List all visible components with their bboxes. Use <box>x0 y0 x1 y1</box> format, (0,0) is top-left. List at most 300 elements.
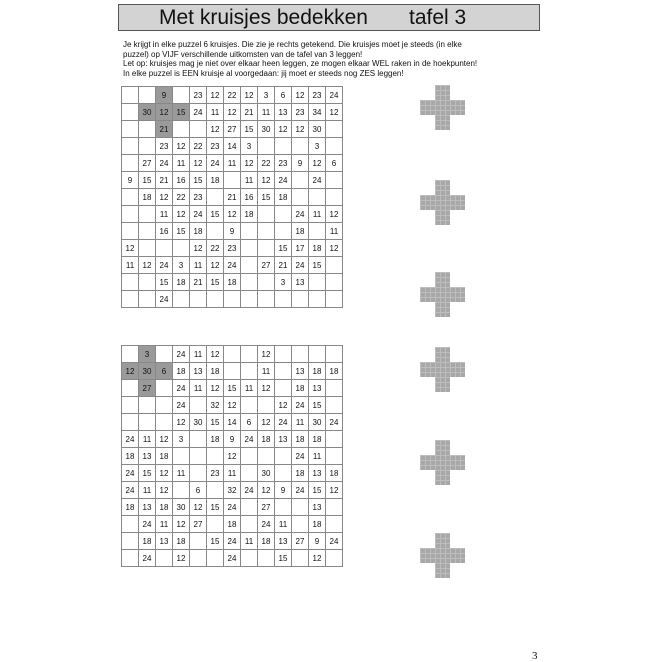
grid-cell[interactable] <box>207 223 224 240</box>
grid-cell[interactable]: 24 <box>241 482 258 499</box>
grid-cell[interactable]: 24 <box>326 533 343 550</box>
grid-cell[interactable]: 27 <box>139 155 156 172</box>
grid-cell[interactable]: 12 <box>326 482 343 499</box>
grid-cell[interactable]: 12 <box>190 240 207 257</box>
grid-cell[interactable]: 23 <box>207 465 224 482</box>
grid-cell[interactable]: 12 <box>292 87 309 104</box>
grid-cell[interactable]: 13 <box>139 499 156 516</box>
grid-cell[interactable]: 12 <box>241 155 258 172</box>
grid-cell[interactable] <box>190 397 207 414</box>
grid-cell[interactable]: 12 <box>190 499 207 516</box>
grid-cell[interactable]: 24 <box>326 87 343 104</box>
grid-cell[interactable]: 18 <box>173 274 190 291</box>
grid-cell[interactable]: 18 <box>326 465 343 482</box>
grid-cell[interactable]: 16 <box>173 172 190 189</box>
grid-cell[interactable]: 15 <box>207 499 224 516</box>
grid-cell[interactable]: 23 <box>275 155 292 172</box>
grid-cell[interactable] <box>309 291 326 308</box>
grid-cell[interactable]: 9 <box>224 431 241 448</box>
grid-cell[interactable]: 21 <box>156 172 173 189</box>
grid-cell[interactable]: 11 <box>190 380 207 397</box>
grid-cell[interactable] <box>326 189 343 206</box>
grid-cell[interactable]: 11 <box>309 448 326 465</box>
grid-cell[interactable]: 12 <box>207 257 224 274</box>
grid-cell[interactable]: 12 <box>156 104 173 121</box>
grid-cell[interactable]: 13 <box>292 274 309 291</box>
grid-cell[interactable]: 12 <box>156 482 173 499</box>
grid-cell[interactable]: 27 <box>190 516 207 533</box>
grid-cell[interactable]: 11 <box>326 223 343 240</box>
grid-cell[interactable]: 18 <box>309 431 326 448</box>
grid-cell[interactable]: 9 <box>292 155 309 172</box>
grid-cell[interactable] <box>207 516 224 533</box>
grid-cell[interactable]: 15 <box>173 223 190 240</box>
grid-cell[interactable]: 23 <box>207 138 224 155</box>
grid-cell[interactable] <box>326 499 343 516</box>
grid-cell[interactable]: 24 <box>224 550 241 567</box>
grid-cell[interactable]: 11 <box>241 380 258 397</box>
grid-cell[interactable]: 11 <box>275 516 292 533</box>
grid-cell[interactable]: 21 <box>190 274 207 291</box>
grid-cell[interactable]: 23 <box>190 189 207 206</box>
grid-cell[interactable]: 13 <box>309 499 326 516</box>
grid-cell[interactable]: 15 <box>139 465 156 482</box>
grid-cell[interactable]: 24 <box>292 257 309 274</box>
grid-cell[interactable]: 12 <box>309 550 326 567</box>
grid-cell[interactable] <box>292 189 309 206</box>
grid-cell[interactable]: 18 <box>241 206 258 223</box>
grid-cell[interactable]: 24 <box>292 448 309 465</box>
grid-cell[interactable] <box>139 414 156 431</box>
grid-cell[interactable]: 15 <box>309 482 326 499</box>
grid-cell[interactable]: 13 <box>139 448 156 465</box>
grid-cell[interactable]: 24 <box>122 431 139 448</box>
grid-cell[interactable] <box>241 257 258 274</box>
grid-cell[interactable]: 11 <box>258 104 275 121</box>
grid-cell[interactable]: 24 <box>275 172 292 189</box>
grid-cell[interactable]: 12 <box>258 380 275 397</box>
grid-cell[interactable]: 22 <box>207 240 224 257</box>
grid-cell[interactable]: 9 <box>122 172 139 189</box>
grid-cell[interactable]: 15 <box>207 274 224 291</box>
grid-cell[interactable]: 6 <box>241 414 258 431</box>
grid-cell[interactable] <box>241 346 258 363</box>
grid-cell[interactable]: 12 <box>258 414 275 431</box>
grid-cell[interactable]: 12 <box>173 138 190 155</box>
grid-cell[interactable]: 11 <box>190 346 207 363</box>
grid-cell[interactable]: 18 <box>122 499 139 516</box>
grid-cell[interactable]: 30 <box>258 121 275 138</box>
grid-cell[interactable]: 24 <box>156 291 173 308</box>
grid-cell[interactable]: 23 <box>224 240 241 257</box>
grid-cell[interactable] <box>275 291 292 308</box>
grid-cell[interactable]: 12 <box>326 206 343 223</box>
grid-cell[interactable]: 34 <box>309 104 326 121</box>
grid-cell[interactable]: 12 <box>190 155 207 172</box>
grid-cell[interactable] <box>122 189 139 206</box>
grid-cell[interactable] <box>122 138 139 155</box>
grid-cell[interactable]: 3 <box>173 431 190 448</box>
grid-cell[interactable] <box>326 550 343 567</box>
grid-cell[interactable]: 3 <box>241 138 258 155</box>
grid-cell[interactable]: 30 <box>139 363 156 380</box>
grid-cell[interactable] <box>241 291 258 308</box>
grid-cell[interactable] <box>156 346 173 363</box>
grid-cell[interactable] <box>122 346 139 363</box>
grid-cell[interactable]: 11 <box>207 104 224 121</box>
grid-cell[interactable]: 21 <box>224 189 241 206</box>
grid-cell[interactable] <box>275 138 292 155</box>
grid-cell[interactable] <box>241 274 258 291</box>
grid-cell[interactable]: 13 <box>275 431 292 448</box>
grid-cell[interactable] <box>258 206 275 223</box>
grid-cell[interactable] <box>224 291 241 308</box>
grid-cell[interactable]: 9 <box>224 223 241 240</box>
grid-cell[interactable]: 15 <box>224 380 241 397</box>
grid-cell[interactable] <box>207 482 224 499</box>
grid-cell[interactable]: 11 <box>173 465 190 482</box>
grid-cell[interactable]: 18 <box>173 363 190 380</box>
grid-cell[interactable]: 12 <box>139 257 156 274</box>
grid-cell[interactable] <box>173 240 190 257</box>
grid-cell[interactable] <box>139 397 156 414</box>
grid-cell[interactable]: 18 <box>292 465 309 482</box>
grid-cell[interactable]: 18 <box>292 380 309 397</box>
grid-cell[interactable] <box>241 499 258 516</box>
grid-cell[interactable]: 23 <box>309 87 326 104</box>
grid-cell[interactable] <box>139 138 156 155</box>
grid-cell[interactable]: 24 <box>207 155 224 172</box>
grid-cell[interactable]: 3 <box>309 138 326 155</box>
grid-cell[interactable] <box>309 223 326 240</box>
grid-cell[interactable]: 15 <box>275 550 292 567</box>
grid-cell[interactable]: 12 <box>275 397 292 414</box>
grid-cell[interactable]: 30 <box>190 414 207 431</box>
grid-cell[interactable]: 12 <box>224 448 241 465</box>
grid-cell[interactable]: 14 <box>224 138 241 155</box>
grid-cell[interactable]: 18 <box>173 533 190 550</box>
grid-cell[interactable]: 12 <box>258 172 275 189</box>
grid-cell[interactable]: 22 <box>258 155 275 172</box>
grid-cell[interactable] <box>224 346 241 363</box>
grid-cell[interactable] <box>241 363 258 380</box>
grid-cell[interactable] <box>207 550 224 567</box>
grid-cell[interactable]: 24 <box>275 414 292 431</box>
grid-cell[interactable] <box>122 223 139 240</box>
grid-cell[interactable]: 24 <box>224 257 241 274</box>
grid-cell[interactable]: 24 <box>309 172 326 189</box>
grid-cell[interactable]: 27 <box>224 121 241 138</box>
grid-cell[interactable]: 15 <box>309 257 326 274</box>
grid-cell[interactable] <box>139 274 156 291</box>
grid-cell[interactable]: 21 <box>241 104 258 121</box>
grid-cell[interactable] <box>156 397 173 414</box>
grid-cell[interactable]: 6 <box>326 155 343 172</box>
grid-cell[interactable] <box>190 291 207 308</box>
grid-cell[interactable]: 15 <box>309 397 326 414</box>
grid-cell[interactable]: 12 <box>309 155 326 172</box>
grid-cell[interactable]: 24 <box>173 397 190 414</box>
grid-cell[interactable] <box>326 291 343 308</box>
grid-cell[interactable]: 12 <box>173 516 190 533</box>
grid-cell[interactable]: 24 <box>122 482 139 499</box>
grid-cell[interactable]: 12 <box>156 465 173 482</box>
grid-cell[interactable] <box>207 189 224 206</box>
grid-cell[interactable] <box>122 516 139 533</box>
grid-cell[interactable] <box>326 397 343 414</box>
grid-cell[interactable] <box>326 448 343 465</box>
grid-cell[interactable]: 24 <box>122 465 139 482</box>
grid-cell[interactable]: 12 <box>224 397 241 414</box>
grid-cell[interactable]: 15 <box>190 172 207 189</box>
grid-cell[interactable] <box>292 499 309 516</box>
grid-cell[interactable]: 12 <box>207 380 224 397</box>
grid-cell[interactable] <box>275 346 292 363</box>
grid-cell[interactable]: 9 <box>309 533 326 550</box>
grid-cell[interactable]: 24 <box>190 206 207 223</box>
grid-cell[interactable]: 12 <box>241 87 258 104</box>
grid-cell[interactable]: 18 <box>309 240 326 257</box>
grid-cell[interactable]: 24 <box>241 431 258 448</box>
grid-cell[interactable] <box>139 87 156 104</box>
grid-cell[interactable]: 24 <box>292 482 309 499</box>
grid-cell[interactable] <box>292 550 309 567</box>
grid-cell[interactable]: 11 <box>156 516 173 533</box>
grid-cell[interactable] <box>326 380 343 397</box>
grid-cell[interactable]: 21 <box>275 257 292 274</box>
grid-cell[interactable] <box>156 240 173 257</box>
grid-cell[interactable]: 12 <box>156 431 173 448</box>
grid-cell[interactable]: 23 <box>190 87 207 104</box>
grid-cell[interactable] <box>258 291 275 308</box>
grid-cell[interactable] <box>122 550 139 567</box>
grid-cell[interactable] <box>190 448 207 465</box>
grid-cell[interactable]: 18 <box>122 448 139 465</box>
grid-cell[interactable]: 12 <box>173 414 190 431</box>
grid-cell[interactable] <box>326 138 343 155</box>
grid-cell[interactable]: 13 <box>275 104 292 121</box>
grid-cell[interactable]: 13 <box>190 363 207 380</box>
grid-cell[interactable]: 24 <box>190 104 207 121</box>
grid-cell[interactable]: 30 <box>309 414 326 431</box>
grid-cell[interactable]: 18 <box>292 431 309 448</box>
grid-cell[interactable]: 11 <box>139 482 156 499</box>
grid-cell[interactable] <box>241 223 258 240</box>
grid-cell[interactable] <box>258 550 275 567</box>
grid-cell[interactable] <box>326 346 343 363</box>
grid-cell[interactable] <box>139 240 156 257</box>
grid-cell[interactable]: 32 <box>207 397 224 414</box>
grid-cell[interactable] <box>275 380 292 397</box>
grid-cell[interactable]: 13 <box>309 465 326 482</box>
grid-cell[interactable]: 15 <box>139 172 156 189</box>
grid-cell[interactable]: 3 <box>275 274 292 291</box>
grid-cell[interactable]: 18 <box>309 363 326 380</box>
grid-cell[interactable] <box>275 206 292 223</box>
grid-cell[interactable] <box>258 274 275 291</box>
grid-cell[interactable]: 12 <box>173 206 190 223</box>
grid-cell[interactable] <box>190 550 207 567</box>
grid-cell[interactable] <box>122 155 139 172</box>
grid-cell[interactable]: 12 <box>224 104 241 121</box>
grid-cell[interactable] <box>326 257 343 274</box>
grid-cell[interactable]: 30 <box>258 465 275 482</box>
grid-cell[interactable] <box>258 138 275 155</box>
grid-cell[interactable]: 18 <box>326 363 343 380</box>
grid-cell[interactable]: 27 <box>139 380 156 397</box>
grid-cell[interactable]: 3 <box>258 87 275 104</box>
grid-cell[interactable] <box>156 550 173 567</box>
grid-cell[interactable]: 12 <box>326 104 343 121</box>
grid-cell[interactable] <box>292 516 309 533</box>
grid-cell[interactable] <box>292 291 309 308</box>
grid-cell[interactable] <box>122 414 139 431</box>
grid-cell[interactable] <box>258 223 275 240</box>
grid-cell[interactable]: 11 <box>241 533 258 550</box>
grid-cell[interactable] <box>241 448 258 465</box>
grid-cell[interactable]: 24 <box>139 550 156 567</box>
grid-cell[interactable]: 9 <box>156 87 173 104</box>
grid-cell[interactable]: 12 <box>122 363 139 380</box>
grid-cell[interactable]: 18 <box>224 274 241 291</box>
grid-cell[interactable] <box>173 448 190 465</box>
grid-cell[interactable] <box>326 121 343 138</box>
grid-cell[interactable]: 18 <box>224 516 241 533</box>
grid-cell[interactable]: 14 <box>224 414 241 431</box>
grid-cell[interactable]: 11 <box>139 431 156 448</box>
grid-cell[interactable]: 24 <box>292 397 309 414</box>
grid-cell[interactable]: 15 <box>207 414 224 431</box>
grid-cell[interactable]: 13 <box>275 533 292 550</box>
grid-cell[interactable]: 21 <box>156 121 173 138</box>
grid-cell[interactable]: 11 <box>122 257 139 274</box>
grid-cell[interactable]: 18 <box>309 516 326 533</box>
grid-cell[interactable] <box>122 533 139 550</box>
grid-cell[interactable] <box>207 448 224 465</box>
grid-cell[interactable]: 12 <box>207 346 224 363</box>
grid-cell[interactable]: 11 <box>258 363 275 380</box>
grid-cell[interactable]: 12 <box>156 189 173 206</box>
grid-cell[interactable]: 22 <box>224 87 241 104</box>
grid-cell[interactable]: 11 <box>309 206 326 223</box>
grid-cell[interactable] <box>156 414 173 431</box>
grid-cell[interactable]: 15 <box>207 533 224 550</box>
grid-cell[interactable] <box>122 274 139 291</box>
grid-cell[interactable]: 22 <box>190 138 207 155</box>
grid-cell[interactable]: 11 <box>292 414 309 431</box>
grid-cell[interactable] <box>122 291 139 308</box>
grid-cell[interactable] <box>275 465 292 482</box>
grid-cell[interactable]: 12 <box>207 121 224 138</box>
grid-cell[interactable]: 24 <box>173 346 190 363</box>
grid-cell[interactable]: 6 <box>156 363 173 380</box>
grid-cell[interactable]: 24 <box>224 533 241 550</box>
grid-cell[interactable] <box>139 223 156 240</box>
grid-cell[interactable] <box>275 499 292 516</box>
grid-cell[interactable]: 11 <box>224 465 241 482</box>
grid-cell[interactable]: 11 <box>224 155 241 172</box>
grid-cell[interactable] <box>139 291 156 308</box>
grid-cell[interactable]: 12 <box>173 550 190 567</box>
grid-cell[interactable]: 18 <box>156 448 173 465</box>
grid-cell[interactable] <box>122 87 139 104</box>
grid-cell[interactable]: 32 <box>224 482 241 499</box>
grid-cell[interactable] <box>139 121 156 138</box>
grid-cell[interactable]: 24 <box>173 380 190 397</box>
grid-cell[interactable] <box>224 172 241 189</box>
grid-cell[interactable] <box>292 172 309 189</box>
grid-cell[interactable]: 12 <box>292 121 309 138</box>
grid-cell[interactable]: 24 <box>156 155 173 172</box>
grid-cell[interactable] <box>122 104 139 121</box>
grid-cell[interactable]: 12 <box>275 121 292 138</box>
grid-cell[interactable]: 27 <box>258 257 275 274</box>
grid-cell[interactable]: 18 <box>190 223 207 240</box>
grid-cell[interactable]: 17 <box>292 240 309 257</box>
grid-cell[interactable] <box>275 223 292 240</box>
grid-cell[interactable] <box>139 206 156 223</box>
grid-cell[interactable]: 27 <box>292 533 309 550</box>
grid-cell[interactable]: 18 <box>139 533 156 550</box>
grid-cell[interactable]: 12 <box>224 206 241 223</box>
grid-cell[interactable]: 13 <box>292 363 309 380</box>
grid-cell[interactable]: 3 <box>173 257 190 274</box>
grid-cell[interactable]: 15 <box>275 240 292 257</box>
grid-cell[interactable]: 18 <box>292 223 309 240</box>
grid-cell[interactable] <box>326 431 343 448</box>
grid-cell[interactable] <box>156 380 173 397</box>
grid-cell[interactable]: 18 <box>258 533 275 550</box>
grid-cell[interactable]: 23 <box>156 138 173 155</box>
grid-cell[interactable]: 30 <box>139 104 156 121</box>
grid-cell[interactable]: 3 <box>139 346 156 363</box>
grid-cell[interactable] <box>241 240 258 257</box>
grid-cell[interactable]: 9 <box>275 482 292 499</box>
grid-cell[interactable]: 11 <box>241 172 258 189</box>
grid-cell[interactable] <box>309 189 326 206</box>
grid-cell[interactable] <box>190 121 207 138</box>
grid-cell[interactable]: 24 <box>292 206 309 223</box>
grid-cell[interactable]: 24 <box>258 516 275 533</box>
grid-cell[interactable] <box>122 397 139 414</box>
grid-cell[interactable]: 24 <box>139 516 156 533</box>
grid-cell[interactable]: 11 <box>173 155 190 172</box>
grid-cell[interactable]: 12 <box>258 346 275 363</box>
grid-cell[interactable]: 15 <box>173 104 190 121</box>
grid-cell[interactable] <box>173 482 190 499</box>
grid-cell[interactable]: 11 <box>190 257 207 274</box>
grid-cell[interactable] <box>326 516 343 533</box>
grid-cell[interactable] <box>309 274 326 291</box>
grid-cell[interactable]: 18 <box>156 499 173 516</box>
grid-cell[interactable] <box>173 87 190 104</box>
grid-cell[interactable]: 16 <box>156 223 173 240</box>
grid-cell[interactable] <box>190 465 207 482</box>
grid-cell[interactable]: 15 <box>241 121 258 138</box>
grid-cell[interactable]: 6 <box>190 482 207 499</box>
grid-cell[interactable]: 27 <box>258 499 275 516</box>
grid-cell[interactable] <box>258 448 275 465</box>
grid-cell[interactable] <box>207 291 224 308</box>
grid-cell[interactable]: 12 <box>207 87 224 104</box>
grid-cell[interactable]: 30 <box>309 121 326 138</box>
grid-cell[interactable] <box>275 363 292 380</box>
grid-cell[interactable] <box>241 550 258 567</box>
grid-cell[interactable] <box>122 121 139 138</box>
grid-cell[interactable]: 30 <box>173 499 190 516</box>
grid-cell[interactable]: 15 <box>156 274 173 291</box>
grid-cell[interactable]: 12 <box>122 240 139 257</box>
